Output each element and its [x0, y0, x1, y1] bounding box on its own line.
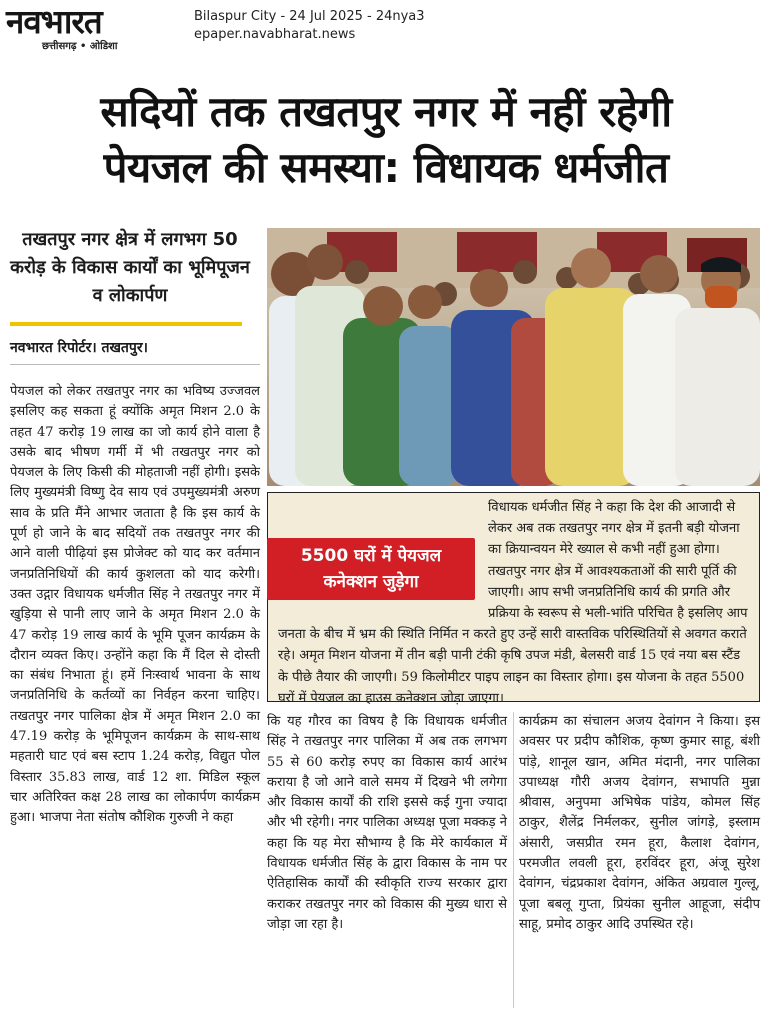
column-divider — [513, 712, 514, 1008]
divider — [10, 364, 260, 365]
news-photo — [267, 228, 760, 486]
highlight-line-1: 5500 घरों में पेयजल — [300, 546, 442, 566]
masthead — [0, 0, 770, 58]
logo-text: नवभारत — [6, 2, 102, 41]
headline-line-1: सदियों तक तखतपुर नगर में नहीं रहेगी — [100, 87, 672, 136]
article-column-middle: कि यह गौरव का विषय है कि विधायक धर्मजीत सिंह ने तखतपुर नगर पालिका में अब तक लगभग 55 से 60 करोड़ रुपए का विकास कार्य आरंभ कराया है जो आने वाले समय में दिखने भी लगेगा और विकास कार्यों की राशि इससे कई गुना ज्यादा और भी रहेगी। नगर पालिका अध्यक्ष पूजा मक्कड़ ने कहा कि यह मेरा सौभाग्य है कि मेरे कार्यकाल में विधायक धर्मजीत सिंह के द्वारा विकास के नाम पर ऐतिहासिक कार्यों की स्वीकृति राज्य सरकार द्वारा कराकर तखतपुर नगर को विकास की मुख्य धारा से जोड़ा जा रहा है। — [267, 714, 507, 932]
headline-line-2: पेयजल की समस्या: विधायक धर्मजीत — [103, 143, 669, 192]
highlight-box — [267, 538, 475, 600]
edition-url: epaper.navabharat.news — [194, 27, 356, 42]
article-column-left: पेयजल को लेकर तखतपुर नगर का भविष्य उज्जवल इसलिए कह सकता हूं क्योंकि अमृत मिशन 2.0 के तहत 47 करोड़ 19 लाख का जो कार्य होने वाला है उसके बाद भीषण गर्मी में भी तखतपुर नगर को पेयजल के लिए किसी की मोहताजी नहीं होगी। इसके लिए मुख्यमंत्री विष्णु देव साय एवं उपमुख्यमंत्री अरुण साव के प्रति मैंने आभार जताता है कि इस कार्य के पूर्ण हो जाने के बाद सदियों तक तखतपुर नगर की आने वाली पीढ़ियां इस प्रोजेक्ट को याद कर वर्तमान जनप्रतिनिधियों की कार्य कुशलता को याद करेगी। उक्त उद्गार विधायक धर्मजीत सिंह ने तखतपुर नगर में खुड़िया से पानी लाए जाने के अमृत मिशन 2.0 के 47 करोड़ 19 लाख कार्य के भूमि पूजन कार्यक्रम के दौरान व्यक्त किए। उन्होंने कहा कि मैं दिल से दोस्ती का संबंध निभाता हूं। हमें निःस्वार्थ भावना के साथ जनप्रतिनिधि के कर्तव्यों का निर्वहन करना चाहिए। तखतपुर नगर पालिका क्षेत्र में अमृत मिशन 2.0 का 47.19 करोड़ के भूमिपूजन कार्यक्रम के साथ-साथ महतारी घाट एवं बस स्टाप 1.24 करोड़, विद्युत पोल विस्तार 35.83 लाख, वार्ड 12 शा. मिडिल स्कूल चार अतिरिक्त कक्ष 28 लाख का लोकार्पण कार्यक्रम हुआ। भाजपा नेता संतोष कौशिक गुरुजी ने कहा — [10, 384, 260, 826]
logo-subtitle: छत्तीसगढ़ • ओडिशा — [42, 41, 118, 52]
photo-caption — [278, 497, 752, 709]
article-column-right: कार्यक्रम का संचालन अजय देवांगन ने किया। इस अवसर पर प्रदीप कौशिक, कृष्ण कुमार साहू, बंशी पांड़े, शानूल खान, अमित मंदानी, नगर पालिका उपाध्यक्ष गौरी अजय देवांगन, सभापति मुन्ना श्रीवास, अनुपमा अभिषेक पांडेय, कोमल सिंह ठाकुर, शैलेंद्र निर्मलकर, सुनील जांगड़े, इस्लाम अंसारी, जसप्रीत रमन हूरा, कैलाश देवांगन, परमजीत लवली हूरा, हरविंदर हूरा, अंजू सुरेश देवांगन, चंद्रप्रकाश देवांगन, अंकित अग्रवाल गुल्लू, पूजा बबलू गुप्ता, प्रियंका सुनील आहूजा, संदीप साहू, प्रमोद ठाकुर आदि उपस्थित रहे। — [519, 714, 760, 932]
accent-bar — [10, 322, 242, 326]
edition-info — [194, 8, 425, 44]
byline: नवभारत रिपोर्टर। तखतपुर। — [10, 340, 148, 356]
caption-text: विधायक धर्मजीत सिंह ने कहा कि देश की आजादी से लेकर अब तक तखतपुर नगर क्षेत्र में इतनी बड़ी योजना का क्रियान्वयन मेरे ख्याल से कभी नहीं हुआ होगा। तखतपुर नगर क्षेत्र में आवश्यकताओं की सारी पूर्ति की जाएगी। आप सभी जनप्रतिनिधि कार्य की प्रगति और प्रक्रिया के स्वरूप से भली-भांति परिचित है इसलिए आप जनता के बीच में भ्रम की स्थिति निर्मित न करते हुए उन्हें सारी वास्तविक परिस्थितियों से अवगत कराते रहे। अमृत मिशन योजना में तीन बड़ी पानी टंकी कृषि उपज मंडी, बेलसरी वार्ड 15 एवं नया बस स्टैंड के पीछे तैयार की जाएगी। 59 किलोमीटर पाइप लाइन का विस्तार होगा। इस योजना के तहत 5500 घरों में पेयजल का हाउस कनेक्शन जोड़ा जाएगा। — [278, 500, 748, 706]
newspaper-logo — [6, 4, 184, 52]
subheadline: तखतपुर नगर क्षेत्र में लगभग 50 करोड़ के विकास कार्यों का भूमिपूजन व लोकार्पण — [10, 229, 250, 306]
edition-line: Bilaspur City - 24 Jul 2025 - 24nya3 — [194, 9, 425, 24]
highlight-line-2: कनेक्शन जुड़ेगा — [323, 572, 419, 592]
headline — [8, 84, 764, 196]
